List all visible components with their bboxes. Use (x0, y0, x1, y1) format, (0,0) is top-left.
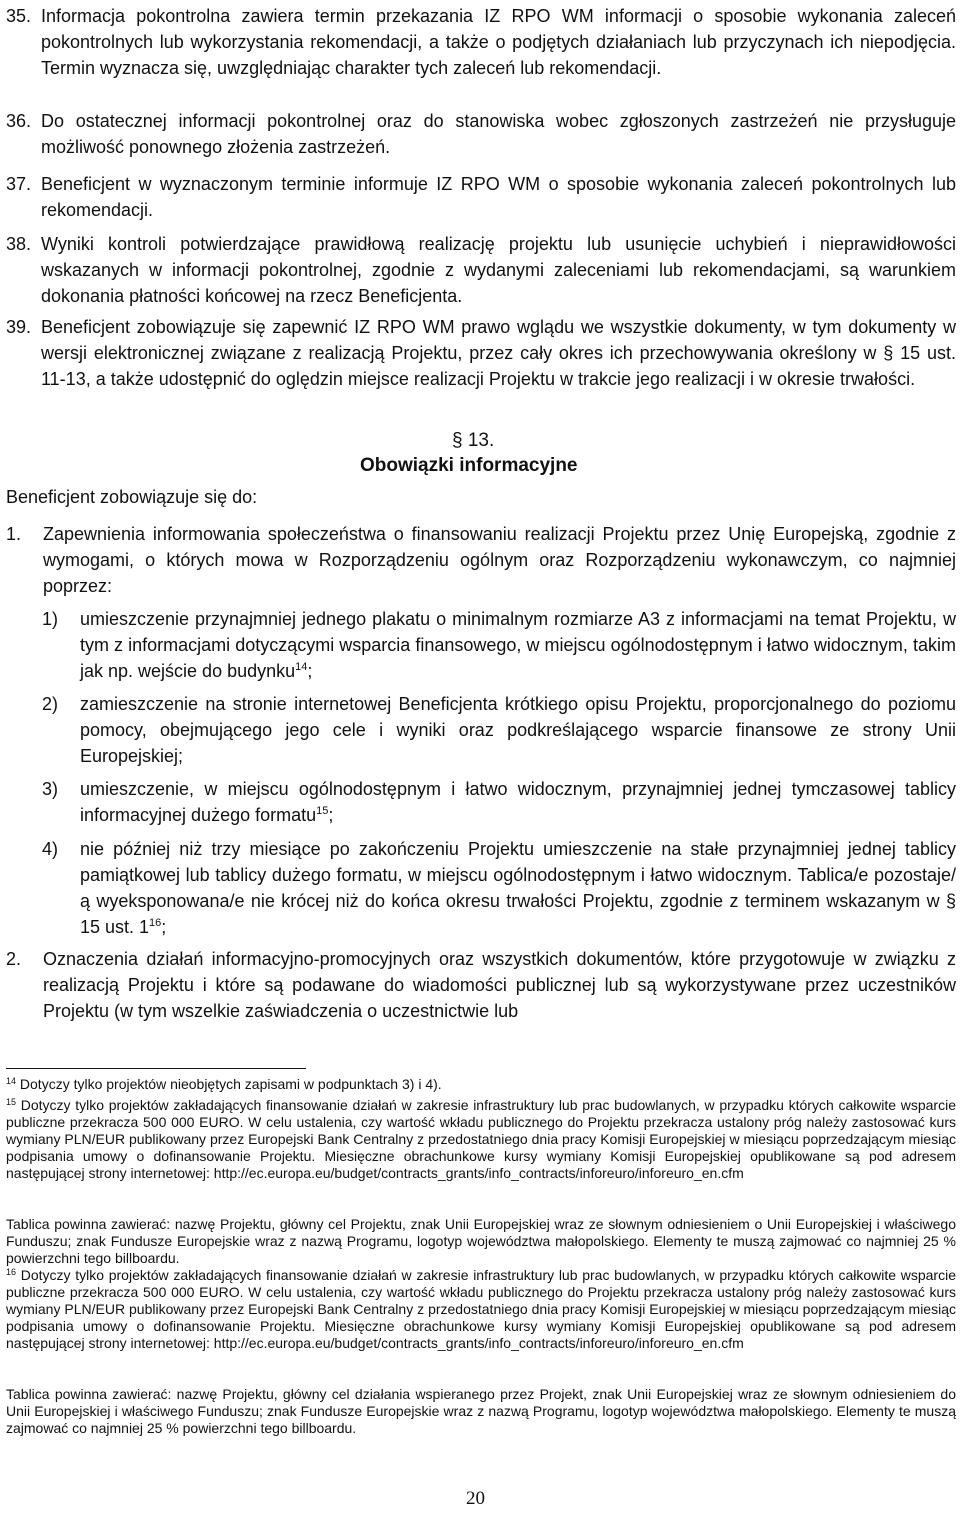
paragraph-39 (6, 314, 956, 392)
subitem-2 (42, 691, 956, 769)
footnote-ref[interactable]: 16 (149, 917, 162, 929)
paragraph-number: 39. (6, 317, 32, 337)
footnote-text: Dotyczy tylko projektów nieobjętych zapisami w podpunktach 3) i 4). (19, 1076, 442, 1092)
obligation-item-2 (6, 946, 956, 1024)
footnote-14 (6, 1076, 956, 1093)
paragraph-text: Do ostatecznej informacji pokontrolnej oraz do stanowiska wobec zgłoszonych zastrzeżeń nie przysługuje możliwość ponownego złożenia zastrzeżeń. (41, 111, 956, 157)
footnote-16-note: Tablica powinna zawierać: nazwę Projektu, główny cel działania wspieranego przez Projekt, znak Unii Europejskiej wraz ze słownym odniesieniem do Unii Europejskiej i właściwego Funduszu; znak Fundusze Europejskie wraz z nazwą Programu, logotyp województwa małopolskiego. Elementy te muszą zajmować co najmniej 25 % powierzchni tego billboardu. (6, 1386, 956, 1436)
footnote-15 (6, 1097, 956, 1182)
subitem-text: umieszczenie przynajmniej jednego plakatu o minimalnym rozmiarze A3 z informacjami na temat Projektu, w tym z informacjami dotyczącymi wsparcia finansowego, w miejscu ogólnodostępnym i łatwo widocznym, takim jak np. wejście do budynku (80, 609, 956, 681)
paragraph-35 (6, 3, 956, 81)
subitem-number: 2) (42, 694, 59, 714)
paragraph-37 (6, 171, 956, 223)
paragraph-number: 37. (6, 174, 32, 194)
footnote-divider (6, 1068, 306, 1069)
paragraph-38 (6, 231, 956, 309)
subitem-tail: ; (161, 917, 167, 937)
subitem-3 (42, 776, 956, 828)
paragraph-number: 35. (6, 6, 32, 26)
subitem-1 (42, 606, 956, 684)
footnote-text: Dotyczy tylko projektów zakładających finansowanie działań w zakresie infrastruktury lub prac budowlanych, w przypadku których całkowite wsparcie publiczne przekracza 500 000 EURO. W celu ustalenia, czy wartość wkładu publicznego do Projektu przekracza ustalony próg należy zastosować kurs wymiany PLN/EUR publikowany przez Europejski Bank Centralny z przedostatniego dnia pracy Komisji Europejskiej w miesiącu poprzedzającym miesiąc podpisania umowy o dofinansowanie Projektu. Miesięczne obrachunkowe kursy wymiany Komisji Europejskiej opublikowane są pod adresem następującej strony internetowej: http://ec.europa.eu/budget/contracts_grants/info_contracts/inforeuro/inforeuro_en.cfm (6, 1267, 956, 1351)
paragraph-36 (6, 108, 956, 160)
section-title: Obowiązki informacyjne (360, 455, 578, 476)
paragraph-text: Wyniki kontroli potwierdzające prawidłową realizację projektu lub usunięcie uchybień i nieprawidłowości wskazanych w informacji pokontrolnej, zgodnie z wydanymi zaleceniami lub rekomendacjami, są warunkiem dokonania płatności końcowej na rzecz Beneficjenta. (41, 234, 956, 306)
paragraph-number: 38. (6, 234, 32, 254)
item-number: 1. (6, 524, 22, 544)
subitem-number: 4) (42, 839, 59, 859)
subitem-4 (42, 836, 956, 940)
paragraph-text: Beneficjent w wyznaczonym terminie informuje IZ RPO WM o sposobie wykonania zaleceń pokontrolnych lub rekomendacji. (41, 174, 956, 220)
footnote-number: 15 (6, 1097, 17, 1107)
footnote-ref[interactable]: 14 (295, 661, 308, 673)
page-number: 20 (466, 1488, 485, 1509)
item-number: 2. (6, 949, 22, 969)
section-number: § 13. (452, 430, 495, 451)
footnote-number: 16 (6, 1267, 17, 1277)
item-text: Zapewnienia informowania społeczeństwa o finansowaniu realizacji Projektu przez Unię Europejską, zgodnie z wymogami, o których mowa w Rozporządzeniu ogólnym oraz Rozporządzeniu wykonawczym, co najmniej poprzez: (43, 524, 956, 596)
footnote-15-note: Tablica powinna zawierać: nazwę Projektu, główny cel Projektu, znak Unii Europejskiej wraz ze słownym odniesieniem o Unii Europejskiej i właściwego Funduszu; znak Fundusze Europejskie wraz z nazwą Programu, logotyp województwa małopolskiego. Elementy te muszą zajmować co najmniej 25 % powierzchni tego billboardu. (6, 1216, 956, 1266)
subitem-tail: ; (307, 661, 313, 681)
paragraph-text: Beneficjent zobowiązuje się zapewnić IZ RPO WM prawo wglądu we wszystkie dokumenty, w tym dokumenty w wersji elektronicznej związane z realizacją Projektu, przez cały okres ich przechowywania określony w § 15 ust. 11-13, a także udostępnić do oględzin miejsce realizacji Projektu w trakcie jego realizacji i w okresie trwałości. (41, 317, 956, 389)
footnote-text: Dotyczy tylko projektów zakładających finansowanie działań w zakresie infrastruktury lub prac budowlanych, w przypadku których całkowite wsparcie publiczne przekracza 500 000 EURO. W celu ustalenia, czy wartość wkładu publicznego do Projektu przekracza ustalony próg należy zastosować kurs wymiany PLN/EUR publikowany przez Europejski Bank Centralny z przedostatniego dnia pracy Komisji Europejskiej w miesiącu poprzedzającym miesiąc podpisania umowy o dofinansowanie Projektu. Miesięczne obrachunkowe kursy wymiany Komisji Europejskiej opublikowane są pod adresem następującej strony internetowej: http://ec.europa.eu/budget/contracts_grants/info_contracts/inforeuro/inforeuro_en.cfm (6, 1097, 956, 1181)
footnote-16 (6, 1267, 956, 1352)
footnote-number: 14 (6, 1076, 17, 1086)
paragraph-text: Informacja pokontrolna zawiera termin przekazania IZ RPO WM informacji o sposobie wykonania zaleceń pokontrolnych lub wykorzystania rekomendacji, a także o podjętych działaniach lub przyczynach ich niepodjęcia. Termin wyznacza się, uwzględniając charakter tych zaleceń lub rekomendacji. (41, 6, 956, 78)
subitem-tail: ; (328, 805, 334, 825)
subitem-text: nie później niż trzy miesiące po zakończeniu Projektu umieszczenie na stałe przynajmniej jednej tablicy pamiątkowej lub tablicy dużego formatu, w miejscu ogólnodostępnym i łatwo widocznym. Tablica/e pozostaje/ą wyeksponowana/e nie krócej niż do końca okresu trwałości Projektu, zgodnie z terminem wskazanym w § 15 ust. 1 (80, 839, 956, 937)
footnote-ref[interactable]: 15 (316, 805, 329, 817)
subitem-number: 3) (42, 779, 59, 799)
section-intro: Beneficjent zobowiązuje się do: (6, 487, 258, 507)
subitem-text: umieszczenie, w miejscu ogólnodostępnym i łatwo widocznym, przynajmniej jednej tymczasowej tablicy informacyjnej dużego formatu (80, 779, 956, 825)
subitem-number: 1) (42, 609, 59, 629)
subitem-text: zamieszczenie na stronie internetowej Beneficjenta krótkiego opisu Projektu, proporcjonalnego do poziomu pomocy, obejmującego jego cele i wyniki oraz podkreślającego wsparcie finansowe ze strony Unii Europejskiej; (80, 694, 956, 766)
obligation-item-1 (6, 521, 956, 599)
item-text: Oznaczenia działań informacyjno-promocyjnych oraz wszystkich dokumentów, które przygotowuje w związku z realizacją Projektu i które są podawane do wiadomości publicznej lub są wykorzystywane przez uczestników Projektu (w tym wszelkie zaświadczenia o uczestnictwie lub (43, 949, 956, 1021)
paragraph-number: 36. (6, 111, 32, 131)
